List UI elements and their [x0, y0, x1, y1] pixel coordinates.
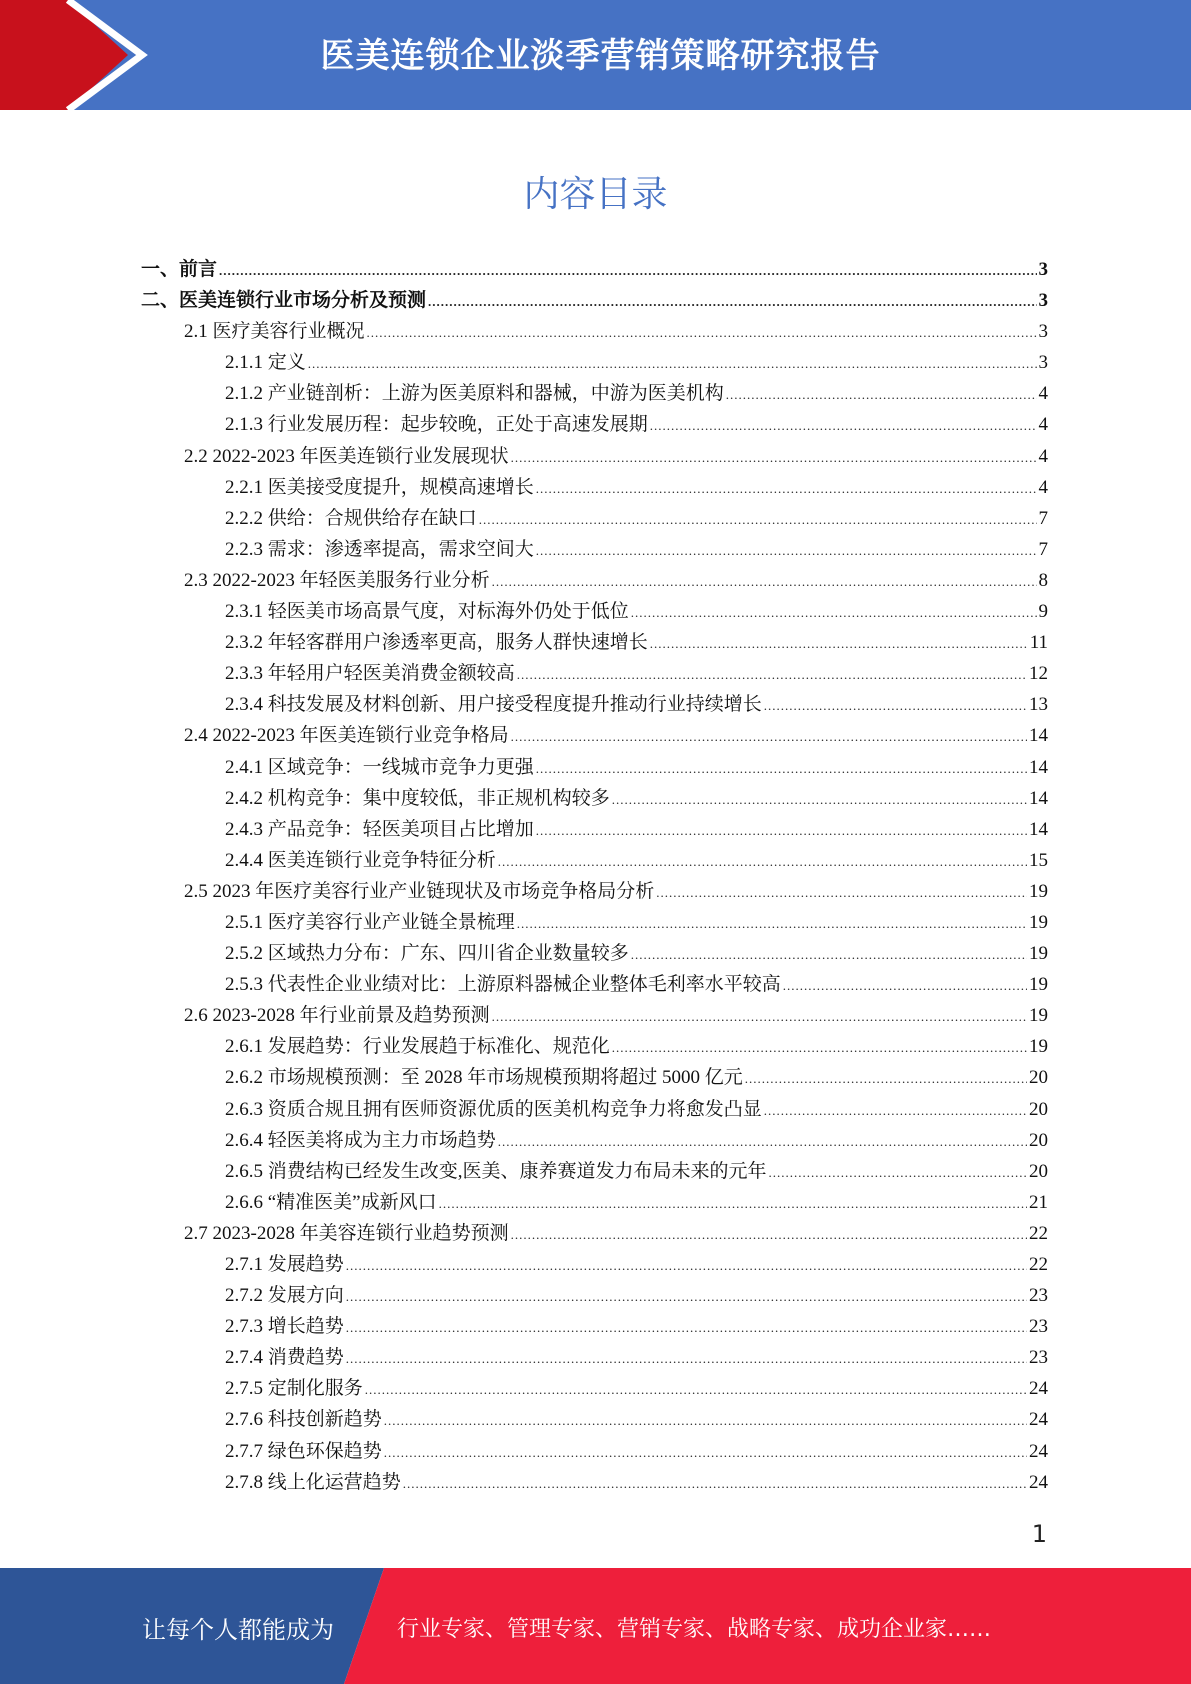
toc-entry-label: 2.1.2 产业链剖析：上游为医美原料和器械，中游为医美机构 — [225, 383, 724, 405]
toc-entry-label: 2.5.1 医疗美容行业产业链全景梳理 — [225, 911, 515, 933]
toc-dot-leader — [612, 1032, 1027, 1063]
toc-entry[interactable] — [141, 285, 1048, 316]
footer-slogan-right: 行业专家、管理专家、营销专家、战略专家、成功企业家…… — [397, 1617, 992, 1642]
toc-entry-label: 2.6.4 轻医美将成为主力市场趋势 — [225, 1129, 496, 1151]
toc-entry-label: 2.3.2 年轻客群用户渗透率更高，服务人群快速增长 — [225, 632, 648, 654]
toc-entry-page: 19 — [1029, 943, 1048, 965]
toc-entry-page: 4 — [1038, 414, 1048, 436]
toc-entry-page: 20 — [1029, 1098, 1048, 1120]
page-number: 1 — [1031, 1520, 1047, 1548]
toc-dot-leader — [219, 255, 1036, 286]
toc-entry-page: 22 — [1029, 1222, 1048, 1244]
toc-entry[interactable] — [141, 565, 1048, 596]
toc-dot-leader — [511, 721, 1027, 752]
toc-entry-page: 3 — [1038, 321, 1048, 343]
toc-dot-leader — [439, 1188, 1027, 1219]
toc-dot-leader — [783, 970, 1027, 1001]
toc-entry[interactable] — [141, 441, 1048, 472]
toc-entry-page: 3 — [1038, 352, 1048, 374]
toc-entry-label: 2.2.1 医美接受度提升，规模高速增长 — [225, 476, 534, 498]
toc-dot-leader — [536, 473, 1037, 504]
report-title: 医美连锁企业淡季营销策略研究报告 — [320, 36, 881, 76]
toc-entry-page: 11 — [1029, 632, 1048, 654]
toc-dot-leader — [511, 1219, 1027, 1250]
toc-entry-page: 21 — [1029, 1191, 1048, 1213]
toc-entry-label: 2.7.3 增长趋势 — [225, 1316, 344, 1338]
toc-entry-label: 2.7.8 线上化运营趋势 — [225, 1471, 401, 1493]
toc-entry-page: 19 — [1029, 880, 1048, 902]
toc-dot-leader — [365, 1374, 1027, 1405]
toc-dot-leader — [511, 442, 1037, 473]
toc-entry-page: 14 — [1029, 725, 1048, 747]
toc-entry-label: 2.3.1 轻医美市场高景气度，对标海外仍处于低位 — [225, 601, 629, 623]
toc-entry[interactable] — [141, 814, 1048, 845]
toc-entry-label: 2.2 2022-2023 年医美连锁行业发展现状 — [184, 445, 509, 467]
toc-entry-page: 23 — [1029, 1316, 1048, 1338]
toc-dot-leader — [367, 317, 1037, 348]
toc-entry[interactable] — [141, 378, 1048, 409]
toc-dot-leader — [346, 1250, 1027, 1281]
toc-dot-leader — [631, 597, 1037, 628]
toc-entry[interactable] — [141, 1094, 1048, 1125]
toc-entry-label: 2.4 2022-2023 年医美连锁行业竞争格局 — [184, 725, 509, 747]
toc-dot-leader — [650, 410, 1037, 441]
toc-entry[interactable] — [141, 907, 1048, 938]
toc-dot-leader — [536, 815, 1027, 846]
toc-entry[interactable] — [141, 1373, 1048, 1404]
toc-entry[interactable] — [141, 1187, 1048, 1218]
toc-entry-label: 2.6.3 资质合规且拥有医师资源优质的医美机构竞争力将愈发凸显 — [225, 1098, 762, 1120]
toc-entry[interactable] — [141, 1404, 1048, 1435]
footer-slogan-left: 让每个人都能成为 — [142, 1616, 334, 1644]
toc-entry-label: 2.7.4 消费趋势 — [225, 1347, 344, 1369]
toc-entry[interactable] — [141, 1467, 1048, 1498]
toc-entry-page: 9 — [1038, 601, 1048, 623]
toc-entry-page: 4 — [1038, 476, 1048, 498]
toc-entry-label: 2.1.1 定义 — [225, 352, 306, 374]
toc-entry[interactable] — [141, 1218, 1048, 1249]
toc-entry-label: 2.2.2 供给：合规供给存在缺口 — [225, 507, 477, 529]
toc-entry-label: 2.6 2023-2028 年行业前景及趋势预测 — [184, 1005, 490, 1027]
toc-entry-page: 24 — [1029, 1409, 1048, 1431]
toc-entry-page: 13 — [1029, 694, 1048, 716]
toc-entry[interactable] — [141, 1311, 1048, 1342]
toc-dot-leader — [726, 379, 1037, 410]
toc-entry-page: 20 — [1029, 1160, 1048, 1182]
toc-entry-label: 2.1.3 行业发展历程：起步较晚，正处于高速发展期 — [225, 414, 648, 436]
toc-entry-page: 23 — [1029, 1347, 1048, 1369]
toc-entry-label: 2.3.3 年轻用户轻医美消费金额较高 — [225, 663, 515, 685]
toc-entry-page: 22 — [1029, 1254, 1048, 1275]
toc-dot-leader — [764, 690, 1027, 721]
toc-entry-page: 14 — [1029, 787, 1048, 809]
toc-entry-page: 3 — [1038, 290, 1048, 312]
toc-dot-leader — [403, 1468, 1027, 1499]
toc-entry-label: 2.1 医疗美容行业概况 — [184, 321, 365, 343]
toc-dot-leader — [536, 753, 1027, 784]
toc-entry-page: 19 — [1029, 1005, 1048, 1027]
toc-entry-page: 15 — [1029, 849, 1048, 871]
toc-entry[interactable] — [141, 752, 1048, 783]
toc-entry[interactable] — [141, 1436, 1048, 1467]
toc-entry-label: 2.6.2 市场规模预测：至 2028 年市场规模预期将超过 5000 亿元 — [225, 1067, 743, 1089]
toc-entry-label: 2.7.2 发展方向 — [225, 1285, 344, 1307]
toc-entry[interactable] — [141, 534, 1048, 565]
toc-dot-leader — [612, 784, 1027, 815]
toc-entry-page: 7 — [1038, 538, 1048, 560]
toc-entry-label: 2.6.5 消费结构已经发生改变,医美、康养赛道发力布局未来的元年 — [225, 1160, 767, 1182]
toc-entry[interactable] — [141, 783, 1048, 814]
toc-dot-leader — [492, 1001, 1027, 1032]
toc-entry-label: 2.7.7 绿色环保趋势 — [225, 1440, 382, 1462]
toc-entry-label: 二、医美连锁行业市场分析及预测 — [141, 290, 427, 312]
toc-entry[interactable] — [141, 1249, 1048, 1280]
toc-dot-leader — [745, 1063, 1027, 1094]
toc-entry[interactable] — [141, 658, 1048, 689]
toc-entry[interactable] — [141, 969, 1048, 1000]
toc-entry-label: 2.5.3 代表性企业业绩对比：上游原料器械企业整体毛利率水平较高 — [225, 974, 781, 996]
toc-entry-page: 24 — [1029, 1378, 1048, 1400]
toc-dot-leader — [346, 1281, 1027, 1312]
toc-entry[interactable] — [141, 1280, 1048, 1311]
toc-entry[interactable] — [141, 845, 1048, 876]
toc-entry-page: 19 — [1029, 911, 1048, 933]
toc-entry[interactable] — [141, 1342, 1048, 1373]
toc-entry-label: 2.4.1 区域竞争：一线城市竞争力更强 — [225, 756, 534, 778]
toc-entry-label: 2.6.1 发展趋势：行业发展趋于标准化、规范化 — [225, 1036, 610, 1058]
toc-dot-leader — [517, 659, 1027, 690]
toc-entry-page: 4 — [1038, 383, 1048, 405]
toc-heading: 内容目录 — [523, 174, 668, 215]
toc-entry-label: 2.4.3 产品竞争：轻医美项目占比增加 — [225, 818, 534, 840]
toc-entry[interactable] — [141, 876, 1048, 907]
toc-entry[interactable] — [141, 627, 1048, 658]
toc-dot-leader — [492, 566, 1037, 597]
toc-entry-label: 2.4.4 医美连锁行业竞争特征分析 — [225, 849, 496, 871]
toc-entry-label: 2.5.2 区域热力分布：广东、四川省企业数量较多 — [225, 943, 629, 965]
toc-entry-page: 20 — [1029, 1129, 1048, 1151]
toc-entry-label: 2.3 2022-2023 年轻医美服务行业分析 — [184, 569, 490, 591]
toc-dot-leader — [428, 286, 1036, 317]
toc-dot-leader — [764, 1095, 1027, 1126]
toc-dot-leader — [517, 908, 1027, 939]
toc-entry-label: 2.4.2 机构竞争：集中度较低，非正规机构较多 — [225, 787, 610, 809]
toc-dot-leader — [384, 1405, 1027, 1436]
toc-dot-leader — [498, 846, 1027, 877]
toc-dot-leader — [384, 1437, 1027, 1468]
toc-dot-leader — [346, 1343, 1027, 1374]
toc-entry-label: 2.7 2023-2028 年美容连锁行业趋势预测 — [184, 1222, 509, 1244]
toc-entry-page: 23 — [1029, 1285, 1048, 1307]
toc-entry[interactable] — [141, 503, 1048, 534]
page-footer — [0, 1568, 1191, 1684]
toc-dot-leader — [536, 535, 1037, 566]
toc-entry-label: 一、前言 — [141, 259, 218, 280]
toc-entry[interactable] — [141, 254, 1048, 285]
toc-entry[interactable] — [141, 689, 1048, 720]
toc-entry[interactable] — [141, 472, 1048, 503]
toc-entry[interactable] — [141, 1062, 1048, 1093]
toc-entry-label: 2.7.1 发展趋势 — [225, 1254, 344, 1275]
toc-entry-label: 2.6.6 “精准医美”成新风口 — [225, 1191, 437, 1213]
toc-entry[interactable] — [141, 596, 1048, 627]
toc-entry[interactable] — [141, 1000, 1048, 1031]
toc-dot-leader — [346, 1312, 1027, 1343]
toc-entry-page: 7 — [1038, 507, 1048, 529]
toc-dot-leader — [656, 877, 1027, 908]
toc-entry-page: 4 — [1038, 445, 1048, 467]
toc-entry-page: 24 — [1029, 1440, 1048, 1462]
toc-entry-label: 2.7.5 定制化服务 — [225, 1378, 363, 1400]
toc-dot-leader — [650, 628, 1028, 659]
toc-entry-label: 2.3.4 科技发展及材料创新、用户接受程度提升推动行业持续增长 — [225, 694, 762, 716]
page-header — [0, 0, 1191, 110]
toc-entry-page: 3 — [1038, 259, 1048, 280]
toc-entry[interactable] — [141, 316, 1048, 347]
toc-entry[interactable] — [141, 409, 1048, 440]
toc-entry-page: 20 — [1029, 1067, 1048, 1089]
toc-entry-label: 2.5 2023 年医疗美容行业产业链现状及市场竞争格局分析 — [184, 880, 655, 902]
toc-entry[interactable] — [141, 1156, 1048, 1187]
toc-entry-label: 2.2.3 需求：渗透率提高，需求空间大 — [225, 538, 534, 560]
toc-entry-label: 2.7.6 科技创新趋势 — [225, 1409, 382, 1431]
toc-entry-page: 24 — [1029, 1471, 1048, 1493]
table-of-contents — [141, 254, 1048, 1498]
toc-entry[interactable] — [141, 1125, 1048, 1156]
toc-entry-page: 19 — [1029, 1036, 1048, 1058]
toc-dot-leader — [769, 1157, 1027, 1188]
toc-dot-leader — [479, 504, 1037, 535]
toc-entry[interactable] — [141, 1031, 1048, 1062]
toc-dot-leader — [308, 348, 1037, 379]
toc-entry-page: 14 — [1029, 756, 1048, 778]
toc-entry[interactable] — [141, 720, 1048, 751]
toc-dot-leader — [498, 1126, 1027, 1157]
toc-entry-page: 14 — [1029, 818, 1048, 840]
toc-entry[interactable] — [141, 347, 1048, 378]
toc-dot-leader — [631, 939, 1027, 970]
toc-entry-page: 8 — [1038, 569, 1048, 591]
toc-entry-page: 12 — [1029, 663, 1048, 685]
toc-entry[interactable] — [141, 938, 1048, 969]
toc-entry-page: 19 — [1029, 974, 1048, 996]
